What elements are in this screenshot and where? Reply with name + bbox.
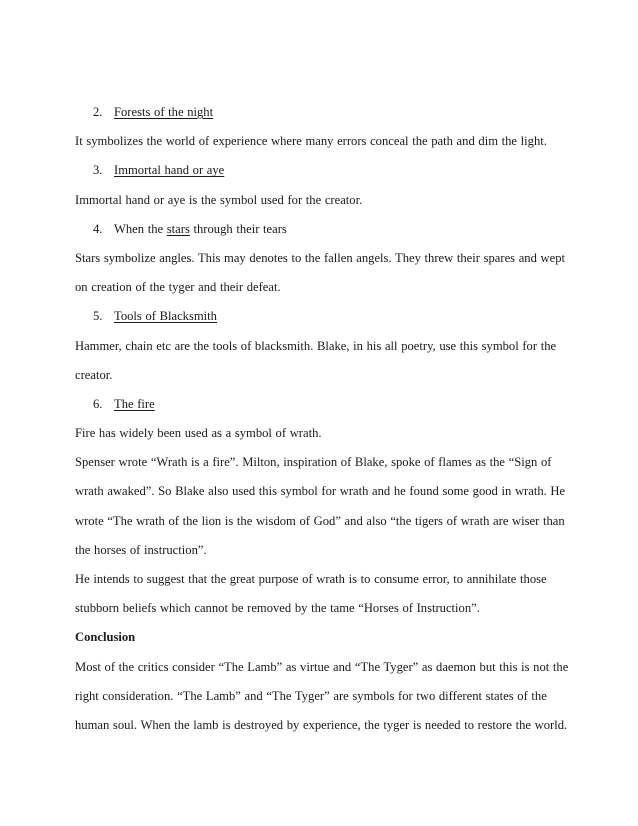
- paragraph-line: creator.: [75, 367, 113, 382]
- list-item-forests: [75, 98, 565, 127]
- paragraph-line: Immortal hand or aye is the symbol used for the creator.: [75, 192, 363, 207]
- paragraph-line: on creation of the tyger and their defeat.: [75, 280, 281, 295]
- list-title: Forests of the night: [114, 105, 214, 119]
- list-title: Tools of Blacksmith: [114, 309, 217, 324]
- paragraph-line: human soul. When the lamb is destroyed by experience, the tyger is needed to restore the world.: [75, 717, 568, 732]
- paragraph-line: It symbolizes the world of experience where many errors conceal the path and dim the light.: [75, 134, 547, 149]
- paragraph-line: right consideration. “The Lamb” and “The Tyger” are symbols for two different states of the: [75, 688, 547, 703]
- list-number: 2.: [93, 105, 103, 119]
- paragraph-line: Most of the critics consider “The Lamb” as virtue and “The Tyger” as daemon but this is not the: [75, 659, 569, 674]
- paragraph-line: wrath awaked”. So Blake also used this symbol for wrath and he found some good in wrath. He: [75, 484, 566, 499]
- list-number: 3.: [93, 163, 103, 178]
- list-title-suffix: through their tears: [189, 221, 287, 236]
- list-item-tools: [75, 302, 565, 331]
- paragraph-line: Fire has widely been used as a symbol of wrath.: [75, 426, 322, 441]
- list-number: 5.: [93, 309, 103, 324]
- list-title: Immortal hand or aye: [114, 163, 225, 178]
- paragraph-line: He intends to suggest that the great purpose of wrath is to consume error, to annihilate those: [75, 572, 547, 586]
- list-number: 4.: [93, 221, 103, 236]
- list-title-prefix: When the: [114, 221, 167, 236]
- paragraph-line: wrote “The wrath of the lion is the wisdom of God” and also “the tigers of wrath are wiser than: [75, 513, 565, 528]
- paragraph-line: Stars symbolize angles. This may denotes to the fallen angels. They threw their spares and wept: [75, 250, 566, 265]
- list-number: 6.: [93, 396, 103, 411]
- page-body: [75, 98, 569, 740]
- list-title: The fire: [114, 396, 155, 411]
- list-item-stars: [75, 215, 565, 244]
- paragraph-line: Spenser wrote “Wrath is a fire”. Milton, inspiration of Blake, spoke of flames as the “Sign of: [75, 455, 552, 470]
- paragraph-line: stubborn beliefs which cannot be removed by the tame “Horses of Instruction”.: [75, 601, 480, 616]
- list-title-underlined: stars: [166, 221, 190, 236]
- list-item-fire: [75, 390, 565, 419]
- paragraph-line: the horses of instruction”.: [75, 542, 207, 557]
- list-item-immortal-hand: [75, 156, 565, 185]
- paragraph-line: Hammer, chain etc are the tools of blacksmith. Blake, in his all poetry, use this symbol for the: [75, 338, 557, 353]
- conclusion-heading: Conclusion: [75, 630, 136, 645]
